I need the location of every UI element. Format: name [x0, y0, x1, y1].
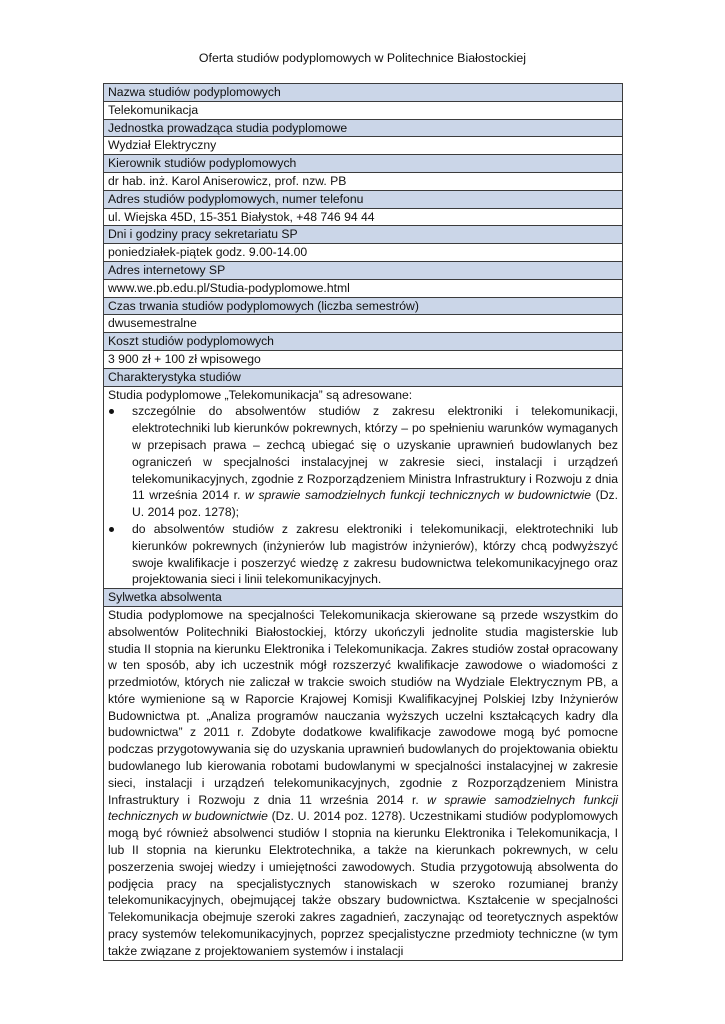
audience-list — [108, 403, 618, 588]
field-value-characteristics — [104, 386, 623, 589]
regulation-title: w sprawie samodzielnych funkcji technicznych w budownictwie — [108, 792, 618, 824]
field-value-name: Telekomunikacja — [104, 101, 623, 119]
table-row — [104, 279, 623, 297]
bullet-text: do absolwentów studiów z zakresu elektroniki i telekomunikacji, elektrotechniki lub kierunków pokrewnych (inżynierów lub magistrów inżynierów), którzy chcą podwyższyć swoje kwalifikacje i poszerzyć wiedzę z zakresu budownictwa telekomunikacyjnego oraz projektowania sieci i linii telekomunikacyjnych. — [132, 521, 618, 587]
table-row — [104, 244, 623, 262]
list-item — [108, 403, 618, 521]
table-row — [104, 333, 623, 351]
table-row — [104, 190, 623, 208]
field-label-office-hours: Dni i godziny pracy sekretariatu SP — [104, 226, 623, 244]
field-value-cost: 3 900 zł + 100 zł wpisowego — [104, 350, 623, 368]
table-row — [104, 155, 623, 173]
table-row — [104, 261, 623, 279]
field-value-duration: dwusemestralne — [104, 315, 623, 333]
table-row — [104, 589, 623, 607]
page-title: Oferta studiów podyplomowych w Politechnice Białostockiej — [198, 51, 527, 65]
field-label-website: Adres internetowy SP — [104, 261, 623, 279]
field-value-graduate-profile — [104, 606, 623, 960]
field-label-unit: Jednostka prowadząca studia podyplomowe — [104, 119, 623, 137]
bullet-text-end: (Dz. U. 2014 poz. 1278); — [132, 488, 618, 520]
graduate-text-part-b: (Dz. U. 2014 poz. 1278). Uczestnikami studiów podyplomowych mogą być również absolwenci studiów I stopnia na kierunku Elektronika i Telekomunikacja, I lub II stopnia na kierunku Elektrotechnika, a także na kierunkach pokrewnych, w celu poszerzenia swojej wiedzy i umiejętności zawodowych. Studia przygotowują absolwenta do podjęcia pracy na specjalistycznych stanowiskach w szeroko rozumianej branży telekomunikacyjnych, obejmującej także obszary budownictwa. Kształcenie w specjalności Telekomunikacja obejmuje szeroki zakres zagadnień, zaczynając od teoretycznych aspektów pracy systemów telekomunikacyjnych, poprzez specjalistyczne przedmioty techniczne (w tym także związane z projektowaniem systemów i instalacji — [108, 809, 618, 958]
table-row — [104, 101, 623, 119]
field-value-website: www.we.pb.edu.pl/Studia-podyplomowe.html — [104, 279, 623, 297]
field-value-unit: Wydział Elektryczny — [104, 137, 623, 155]
field-label-address: Adres studiów podyplomowych, numer telefonu — [104, 190, 623, 208]
field-label-duration: Czas trwania studiów podyplomowych (liczba semestrów) — [104, 297, 623, 315]
table-row — [104, 315, 623, 333]
field-label-graduate-profile: Sylwetka absolwenta — [104, 589, 623, 607]
bullet-icon — [109, 527, 114, 532]
study-offer-table — [103, 83, 623, 961]
bullet-icon — [109, 409, 114, 414]
field-label-director: Kierownik studiów podyplomowych — [104, 155, 623, 173]
characteristics-intro: Studia podyplomowe „Telekomunikacja” są adresowane: — [108, 387, 413, 402]
bullet-text: szczególnie do absolwentów studiów z zakresu elektroniki i telekomunikacji, elektrotechniki lub kierunków pokrewnych, którzy – po spełnieniu warunków wymaganych w przepisach prawa – zechcą ubiegać się o uzyskanie uprawnień budowlanych bez ograniczeń w specjalności instalacyjnej w zakresie sieci, instalacji i urządzeń telekomunikacyjnych, zgodnie z Rozporządzeniem Ministra Infrastruktury i Rozwoju z dnia 11 września 2014 r. — [132, 404, 618, 503]
regulation-title: w sprawie samodzielnych funkcji technicznych w budownictwie — [245, 488, 592, 503]
table-row — [104, 137, 623, 155]
field-label-characteristics: Charakterystyka studiów — [104, 368, 623, 386]
field-label-cost: Koszt studiów podyplomowych — [104, 333, 623, 351]
graduate-text-part-a: Studia podyplomowe na specjalności Telekomunikacja skierowane są przede wszystkim do absolwentów Politechniki Białostockiej, którzy ukończyli jednolite studia magisterskie lub studia II stopnia na kierunku Elektronika i Telekomunikacja. Zakres studiów został opracowany w ten sposób, aby ich uczestnik mógł rozszerzyć kwalifikacje zawodowe o wiadomości z przedmiotów, których nie zaliczał w trakcie swoich studiów na Wydziale Elektrycznym PB, a które wymienione są w Raporcie Krajowej Komisji Kwalifikacyjnej Polskiej Izby Inżynierów Budownictwa pt. „Analiza programów nauczania wyższych uczelni kształcących kadry dla budownictwa” z 2011 r. Zdobyte dodatkowe kwalifikacje zawodowe mogą być pomocne podczas przygotowywania się do uzyskania uprawnień budowlanych do projektowania obiektu budowlanego lub kierowania robotami budowlanymi w specjalności instalacyjnej w zakresie sieci, instalacji i urządzeń telekomunikacyjnych, zgodnie z Rozporządzeniem Ministra Infrastruktury i Rozwoju z dnia 11 września 2014 r. — [108, 607, 618, 807]
table-row — [104, 172, 623, 190]
field-value-office-hours: poniedziałek-piątek godz. 9.00-14.00 — [104, 244, 623, 262]
table-row — [104, 606, 623, 960]
field-value-address: ul. Wiejska 45D, 15-351 Białystok, +48 746 94 44 — [104, 208, 623, 226]
field-label-name: Nazwa studiów podyplomowych — [104, 84, 623, 102]
graduate-profile-text — [108, 607, 618, 960]
table-row — [104, 350, 623, 368]
table-row — [104, 297, 623, 315]
table-row — [104, 386, 623, 589]
list-item — [108, 521, 618, 588]
table-row — [104, 208, 623, 226]
table-row — [104, 84, 623, 102]
table-row — [104, 368, 623, 386]
field-value-director: dr hab. inż. Karol Aniserowicz, prof. nzw. PB — [104, 172, 623, 190]
table-row — [104, 119, 623, 137]
table-row — [104, 226, 623, 244]
